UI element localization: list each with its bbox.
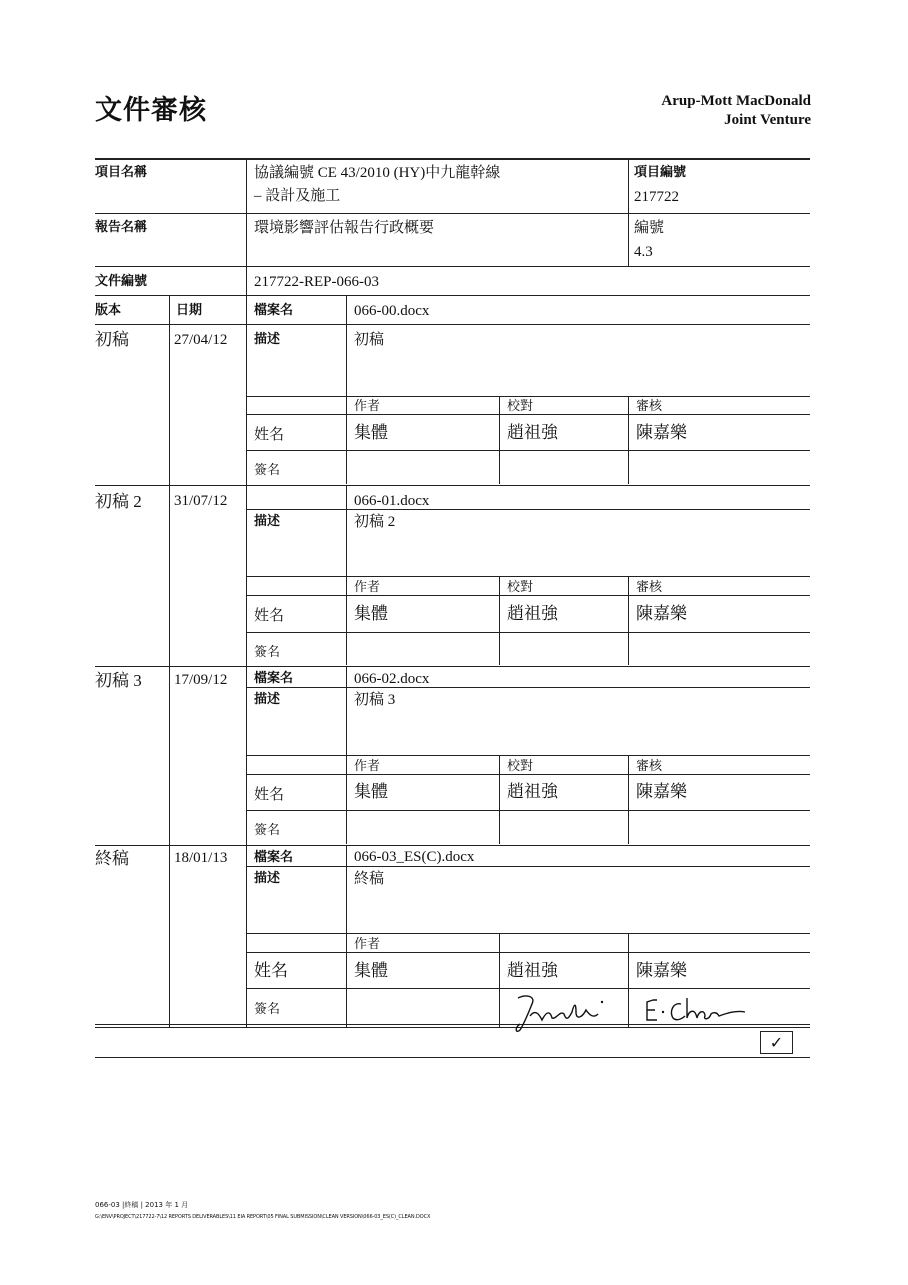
revision-2-checker: 趙祖強: [507, 604, 558, 623]
company-line-2: Joint Venture: [724, 112, 811, 128]
footer-file-path: G:\ENV\PROJECT\217722-7\12 REPORTS DELIVERABLES\11 EIA REPORT\05 FINAL SUBMISSION\CLEAN VERSION\066-03_ES(C)_CLEAN.DOCX: [95, 1214, 431, 1220]
number-value: 4.3: [634, 244, 653, 260]
revision-3-checker-label: 校對: [507, 758, 534, 773]
revision-2-author-label: 作者: [354, 579, 381, 594]
project-name-line-2: – 設計及施工: [254, 188, 341, 204]
company-name: [661, 92, 811, 130]
revision-2-author: 集體: [354, 604, 388, 623]
column-version: 版本: [95, 303, 122, 318]
document-number-label: 文件編號: [95, 274, 148, 289]
revision-1-description: 初稿: [354, 332, 385, 348]
revision-2-checker-label: 校對: [507, 579, 534, 594]
document-number: 217722-REP-066-03: [254, 274, 379, 290]
revision-3-signature-label: 簽名: [254, 822, 281, 837]
project-number-label: 項目編號: [634, 165, 687, 180]
revision-1-version: 初稿: [95, 330, 129, 349]
revision-3-date: 17/09/12: [174, 672, 228, 688]
revision-1-description-label: 描述: [254, 332, 281, 347]
revision-4-checker: 趙祖強: [507, 961, 558, 980]
column-filename: 檔案名: [254, 303, 294, 318]
revision-2-reviewer-label: 審核: [636, 579, 663, 594]
revision-1-checker: 趙祖強: [507, 423, 558, 442]
revision-4-author: 集體: [354, 961, 388, 980]
revision-3-author-label: 作者: [354, 758, 381, 773]
number-label: 編號: [634, 220, 665, 236]
revision-3-filename-label: 檔案名: [254, 671, 294, 686]
revision-3-file: 066-02.docx: [354, 671, 430, 687]
report-name-label: 報告名稱: [95, 220, 148, 235]
revision-4-filename-label: 檔案名: [254, 850, 294, 865]
revision-2-date: 31/07/12: [174, 493, 228, 509]
revision-2-signature-label: 簽名: [254, 644, 281, 659]
revision-1-author: 集體: [354, 423, 388, 442]
revision-1-date: 27/04/12: [174, 332, 228, 348]
revision-4-date: 18/01/13: [174, 850, 228, 866]
revision-1-reviewer-label: 審核: [636, 398, 663, 413]
revision-2-reviewer: 陳嘉樂: [636, 604, 687, 623]
revision-3-reviewer: 陳嘉樂: [636, 782, 687, 801]
revision-2-version: 初稿 2: [95, 492, 142, 511]
project-name-line-1: 協議編號 CE 43/2010 (HY)中九龍幹線: [254, 165, 501, 181]
revision-3-description-label: 描述: [254, 692, 281, 707]
document-title: 文件審核: [95, 95, 207, 125]
revision-4-author-label: 作者: [354, 936, 381, 951]
project-name-label: 項目名稱: [95, 165, 148, 180]
revision-1-author-label: 作者: [354, 398, 381, 413]
revision-1-signature-label: 簽名: [254, 462, 281, 477]
revision-3-description: 初稿 3: [354, 692, 396, 708]
revision-4-file: 066-03_ES(C).docx: [354, 849, 475, 865]
revision-2-description: 初稿 2: [354, 514, 396, 530]
report-name: 環境影響評估報告行政概要: [254, 220, 435, 236]
approval-checkbox[interactable]: ✓: [760, 1031, 793, 1054]
revision-2-file: 066-01.docx: [354, 493, 430, 509]
revision-3-reviewer-label: 審核: [636, 758, 663, 773]
revision-3-name-label: 姓名: [254, 787, 285, 803]
revision-4-description: 終稿: [354, 871, 385, 887]
revision-2-description-label: 描述: [254, 514, 281, 529]
revision-1-reviewer: 陳嘉樂: [636, 423, 687, 442]
reviewer-signature: [643, 994, 763, 1028]
revision-4-reviewer: 陳嘉樂: [636, 961, 687, 980]
revision-3-version: 初稿 3: [95, 671, 142, 690]
project-number: 217722: [634, 189, 679, 205]
revision-4-description-label: 描述: [254, 871, 281, 886]
company-line-1: Arup-Mott MacDonald: [661, 93, 811, 109]
revision-1-name-label: 姓名: [254, 427, 285, 443]
revision-1-checker-label: 校對: [507, 398, 534, 413]
revision-2-name-label: 姓名: [254, 608, 285, 624]
revision-3-author: 集體: [354, 782, 388, 801]
checker-signature: [506, 990, 618, 1038]
revision-1-file: 066-00.docx: [354, 303, 430, 319]
footer-line-1: 066-03 |終稿 | 2013 年 1 月: [95, 1201, 189, 1209]
revision-4-signature-label: 簽名: [254, 1001, 281, 1016]
revision-4-version: 終稿: [95, 849, 129, 868]
revision-3-checker: 趙祖強: [507, 782, 558, 801]
revision-4-name-label: 姓名: [254, 961, 288, 980]
column-date: 日期: [176, 303, 203, 318]
